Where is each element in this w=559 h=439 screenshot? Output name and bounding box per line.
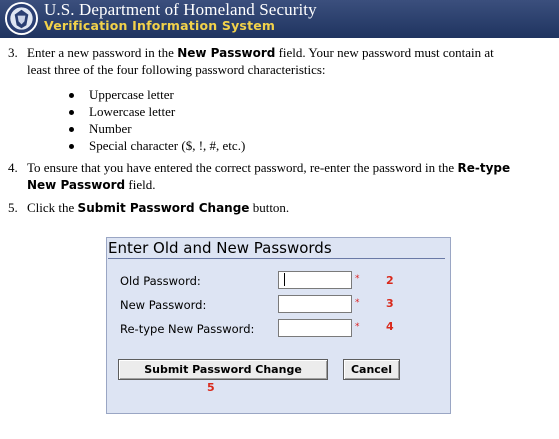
retype-password-input[interactable]	[278, 319, 352, 337]
panel-title: Enter Old and New Passwords	[108, 239, 332, 257]
new-password-input[interactable]	[278, 295, 352, 313]
button-name-bold: Submit Password Change	[77, 201, 250, 215]
list-item: Number	[66, 120, 245, 137]
old-password-input[interactable]	[278, 271, 352, 289]
step-text-part: Click the	[27, 200, 78, 215]
step-number: 5.	[8, 200, 18, 215]
old-password-label: Old Password:	[120, 274, 201, 288]
callout-number: 2	[386, 274, 394, 287]
cancel-button[interactable]: Cancel	[343, 359, 400, 380]
password-rules-list	[66, 86, 245, 154]
text-cursor	[284, 273, 285, 286]
system-subtitle: Verification Information System	[44, 18, 276, 33]
required-mark: *	[355, 322, 360, 332]
callout-number: 4	[386, 320, 394, 333]
submit-password-change-button[interactable]: Submit Password Change	[118, 359, 328, 380]
retype-password-label: Re-type New Password:	[120, 322, 255, 336]
step-text	[27, 45, 494, 61]
panel-divider	[108, 258, 445, 259]
step-text-part: field. Your new password must contain at	[275, 45, 494, 60]
step-text-part: button.	[249, 200, 290, 215]
new-password-label: New Password:	[120, 298, 207, 312]
step-text-part: Enter a new password in the	[27, 45, 178, 60]
step-text-part: field.	[125, 177, 156, 192]
required-mark: *	[355, 298, 360, 308]
step-number: 3.	[8, 45, 18, 60]
header-banner	[0, 0, 559, 38]
step-text-part: To ensure that you have entered the correct password, re-enter the password in the	[27, 160, 458, 175]
dhs-seal-icon	[4, 1, 39, 36]
required-mark: *	[355, 274, 360, 284]
step-text: least three of the four following password characteristics:	[27, 62, 326, 77]
list-item: Uppercase letter	[66, 86, 245, 103]
callout-number: 5	[207, 381, 215, 394]
list-item: Special character ($, !, #, etc.)	[66, 137, 245, 154]
agency-title: U.S. Department of Homeland Security	[44, 0, 317, 19]
list-item: Lowercase letter	[66, 103, 245, 120]
callout-number: 3	[386, 297, 394, 310]
step-number: 4.	[8, 160, 18, 175]
step-text	[27, 160, 510, 176]
step-text	[27, 177, 155, 193]
field-name-bold: Re-type	[457, 161, 511, 175]
field-name-bold: New Password	[177, 46, 276, 60]
field-name-bold: New Password	[27, 178, 126, 192]
step-text	[27, 200, 289, 216]
